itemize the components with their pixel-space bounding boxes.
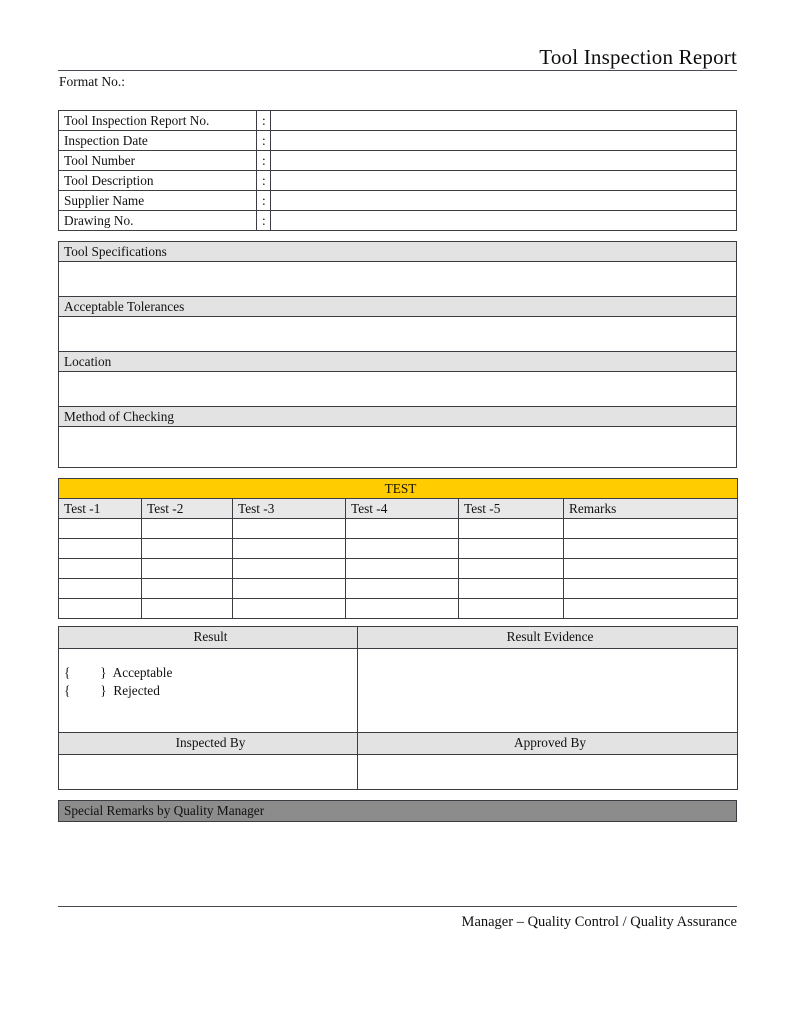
remarks-header-row [59,801,737,822]
info-value-inspection-date[interactable] [271,131,737,151]
test-band-row [59,479,738,499]
test-cell-remarks[interactable] [564,579,738,599]
test-cell[interactable] [346,599,459,619]
result-table [58,626,738,790]
info-value-report-no[interactable] [271,111,737,131]
test-cell[interactable] [59,519,142,539]
test-cell[interactable] [233,599,346,619]
test-cell[interactable] [59,579,142,599]
approved-by-value[interactable] [358,755,738,790]
section-method-of-checking [58,406,737,468]
remarks-body-row [59,822,737,903]
test-cell[interactable] [346,579,459,599]
info-colon: : [257,211,271,231]
inspected-by-value[interactable] [59,755,358,790]
info-label-inspection-date: Inspection Date [59,131,257,151]
test-cell[interactable] [346,539,459,559]
test-column-header-2: Test -2 [142,499,233,519]
section-title-acceptable-tolerances: Acceptable Tolerances [59,297,737,317]
special-remarks-section [58,800,737,902]
table-row [59,579,738,599]
tool-info-table [58,110,737,231]
info-colon: : [257,171,271,191]
test-column-header-3: Test -3 [233,499,346,519]
result-choice-rejected[interactable]: { } Rejected [64,683,160,698]
section-title-location: Location [59,352,737,372]
test-cell[interactable] [459,599,564,619]
section-value-method-of-checking[interactable] [59,427,737,468]
table-row [59,131,737,151]
test-cell[interactable] [233,539,346,559]
section-body-row [59,427,737,468]
approved-by-header: Approved By [358,733,738,755]
test-cell[interactable] [459,539,564,559]
info-label-supplier-name: Supplier Name [59,191,257,211]
test-cell[interactable] [459,579,564,599]
section-header-row [59,297,737,317]
section-location [58,351,737,413]
section-title-tool-specifications: Tool Specifications [59,242,737,262]
result-choice-acceptable[interactable]: { } Acceptable [64,665,173,680]
test-cell[interactable] [233,519,346,539]
test-cell-remarks[interactable] [564,539,738,559]
info-value-drawing-no[interactable] [271,211,737,231]
test-cell[interactable] [346,519,459,539]
result-header: Result [59,627,358,649]
result-body-row [59,649,738,733]
table-row [59,599,738,619]
info-label-tool-number: Tool Number [59,151,257,171]
section-tool-specifications [58,241,737,303]
info-label-tool-description: Tool Description [59,171,257,191]
table-row [59,111,737,131]
info-value-tool-description[interactable] [271,171,737,191]
table-row [59,151,737,171]
table-row [59,211,737,231]
test-band-title: TEST [59,479,738,499]
special-remarks-title: Special Remarks by Quality Manager [59,801,737,822]
test-cell-remarks[interactable] [564,559,738,579]
section-acceptable-tolerances [58,296,737,358]
title-divider [58,70,737,71]
test-header-row [59,499,738,519]
test-cell[interactable] [142,599,233,619]
table-row [59,171,737,191]
info-value-tool-number[interactable] [271,151,737,171]
info-label-report-no: Tool Inspection Report No. [59,111,257,131]
test-cell[interactable] [233,559,346,579]
footer-divider [58,906,737,907]
table-row [59,519,738,539]
test-column-header-5: Test -5 [459,499,564,519]
test-cell[interactable] [142,559,233,579]
test-cell[interactable] [59,559,142,579]
info-colon: : [257,191,271,211]
test-cell[interactable] [142,519,233,539]
test-cell[interactable] [59,539,142,559]
signature-header-row [59,733,738,755]
table-row [59,191,737,211]
test-column-header-remarks: Remarks [564,499,738,519]
test-cell[interactable] [142,579,233,599]
inspected-by-header: Inspected By [59,733,358,755]
info-label-drawing-no: Drawing No. [59,211,257,231]
test-cell[interactable] [142,539,233,559]
test-column-header-1: Test -1 [59,499,142,519]
special-remarks-value[interactable] [59,822,737,903]
test-column-header-4: Test -4 [346,499,459,519]
test-cell[interactable] [233,579,346,599]
test-cell-remarks[interactable] [564,519,738,539]
test-cell[interactable] [59,599,142,619]
info-colon: : [257,151,271,171]
format-no-label: Format No.: [59,74,125,89]
test-cell-remarks[interactable] [564,599,738,619]
result-evidence-header: Result Evidence [358,627,738,649]
test-cell[interactable] [346,559,459,579]
info-colon: : [257,131,271,151]
section-title-method-of-checking: Method of Checking [59,407,737,427]
test-cell[interactable] [459,519,564,539]
section-header-row [59,352,737,372]
section-header-row [59,242,737,262]
info-value-supplier-name[interactable] [271,191,737,211]
test-cell[interactable] [459,559,564,579]
footer-signature-label: Manager – Quality Control / Quality Assurance [461,914,737,930]
section-header-row [59,407,737,427]
signature-body-row [59,755,738,790]
table-row [59,559,738,579]
test-results-table [58,478,738,619]
result-choices[interactable] [59,649,358,733]
table-row [59,539,738,559]
page-title: Tool Inspection Report [539,45,737,69]
result-evidence-value[interactable] [358,649,738,733]
info-colon: : [257,111,271,131]
result-header-row [59,627,738,649]
